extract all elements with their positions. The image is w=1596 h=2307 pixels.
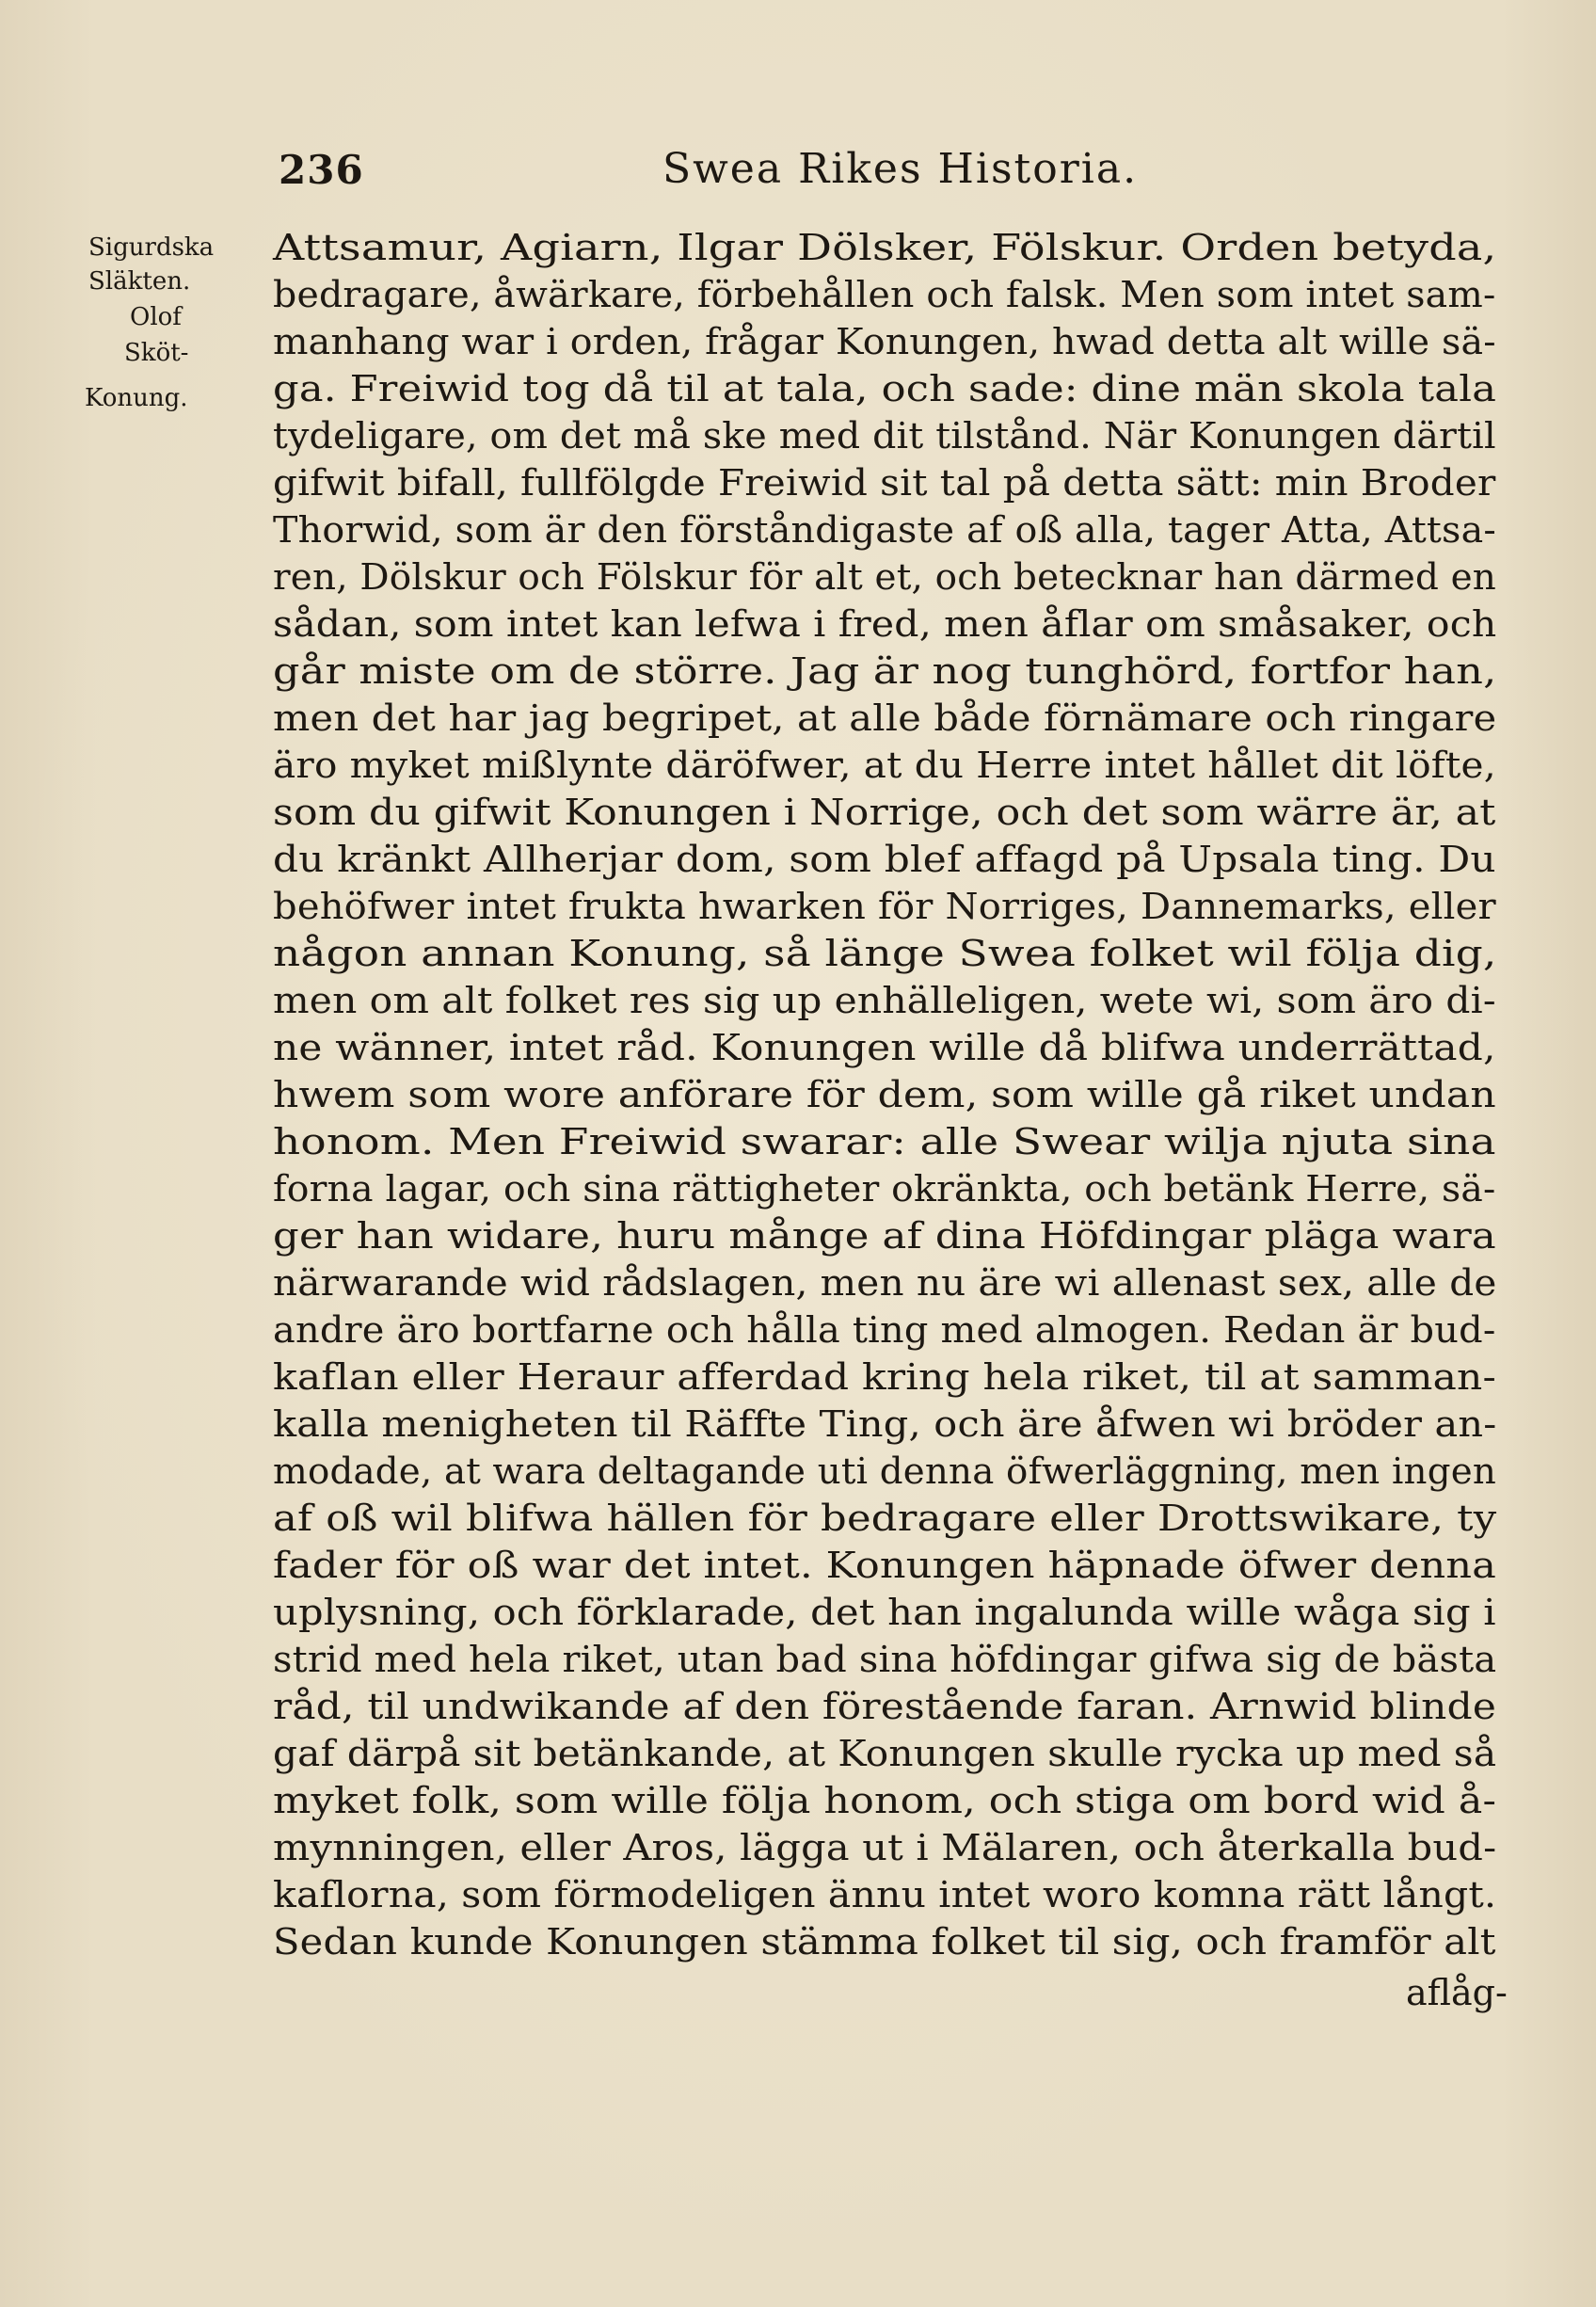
margin-note-line: Sköt-: [124, 339, 189, 367]
text-line: går miste om de större. Jag är nog tunghörd, fortfor han,: [273, 650, 1497, 692]
text-line: ger han widare, huru månge af dina Höfdingar pläga wara: [273, 1215, 1496, 1257]
page-number: 236: [279, 147, 364, 193]
text-line: kaflan eller Heraur afferdad kring hela riket, til at samman-: [273, 1356, 1497, 1398]
text-line: närwarande wid rådslagen, men nu äre wi allenast sex, alle de: [273, 1262, 1497, 1304]
text-line: sådan, som intet kan lefwa i fred, men åflar om småsaker, och: [273, 603, 1497, 645]
text-line: honom. Men Freiwid swarar: alle Swear wilja njuta sina: [273, 1121, 1496, 1162]
text-line: kalla menigheten til Räffte Ting, och äre åfwen wi bröder an-: [273, 1403, 1497, 1445]
text-line: ne wänner, intet råd. Konungen wille då blifwa underrättad,: [273, 1027, 1496, 1068]
text-line: andre äro bortfarne och hålla ting med almogen. Redan är bud-: [273, 1309, 1496, 1351]
text-line: myket folk, som wille följa honom, och stiga om bord wid å-: [273, 1780, 1497, 1821]
text-line: forna lagar, och sina rättigheter okränkta, och betänk Herre, sä-: [273, 1168, 1496, 1210]
text-line: gifwit bifall, fullfölgde Freiwid sit tal på detta sätt: min Broder: [273, 462, 1496, 504]
text-line: Thorwid, som är den förståndigaste af oß alla, tager Atta, Attsa-: [273, 509, 1496, 551]
text-line: ga. Freiwid tog då til at tala, och sade: dine män skola tala: [273, 368, 1497, 409]
text-line: Attsamur, Agiarn, Ilgar Dölsker, Fölskur. Orden betyda,: [273, 227, 1497, 268]
text-line: modade, at wara deltagande uti denna öfwerläggning, men ingen: [273, 1450, 1497, 1492]
text-line: af oß wil blifwa hällen för bedragare eller Drottswikare, ty: [273, 1498, 1497, 1539]
text-line: uplysning, och förklarade, det han ingalunda wille wåga sig i: [273, 1592, 1496, 1633]
text-line: mynningen, eller Aros, lägga ut i Mälaren, och återkalla bud-: [273, 1827, 1497, 1868]
text-line: du kränkt Allherjar dom, som blef affagd på Upsala ting. Du: [273, 839, 1496, 880]
text-line: råd, til undwikande af den förestående faran. Arnwid blinde: [273, 1686, 1497, 1727]
catchword: aflåg-: [1406, 1972, 1508, 2013]
text-line: bedragare, åwärkare, förbehållen och falsk. Men som intet sam-: [273, 274, 1496, 315]
margin-note-line: Sigurdska: [88, 233, 215, 262]
text-line: strid med hela riket, utan bad sina höfdingar gifwa sig de bästa: [273, 1639, 1497, 1680]
text-line: manhang war i orden, frågar Konungen, hwad detta alt wille sä-: [273, 321, 1496, 362]
text-line: behöfwer intet frukta hwarken för Norriges, Dannemarks, eller: [273, 886, 1496, 927]
running-title: Swea Rikes Historia.: [662, 145, 1139, 193]
margin-note-line: Släkten.: [88, 267, 191, 296]
margin-note-line: Olof: [130, 303, 182, 331]
text-line: gaf därpå sit betänkande, at Konungen skulle rycka up med så: [273, 1733, 1497, 1774]
margin-note-line: Konung.: [85, 384, 188, 412]
text-line: som du gifwit Konungen i Norrige, och det som wärre är, at: [273, 792, 1496, 833]
text-line: hwem som wore anförare för dem, som wille gå riket undan: [273, 1074, 1496, 1115]
text-line: men det har jag begripet, at alle både förnämare och ringare: [273, 697, 1497, 739]
text-line: tydeligare, om det må ske med dit tilstånd. När Konungen därtil: [273, 415, 1496, 457]
text-line: men om alt folket res sig up enhälleligen, wete wi, som äro di-: [273, 980, 1496, 1021]
text-line: fader för oß war det intet. Konungen häpnade öfwer denna: [273, 1545, 1497, 1586]
text-line: ren, Dölskur och Fölskur för alt et, och betecknar han därmed en: [273, 556, 1497, 598]
text-line: Sedan kunde Konungen stämma folket til sig, och framför alt: [273, 1921, 1496, 1963]
text-line: äro myket mißlynte däröfwer, at du Herre intet hållet dit löfte,: [273, 745, 1496, 786]
page-header: [279, 139, 1502, 205]
text-line: någon annan Konung, så länge Swea folket wil följa dig,: [273, 933, 1497, 974]
text-line: kaflorna, som förmodeligen ännu intet woro komna rätt långt.: [273, 1874, 1497, 1915]
